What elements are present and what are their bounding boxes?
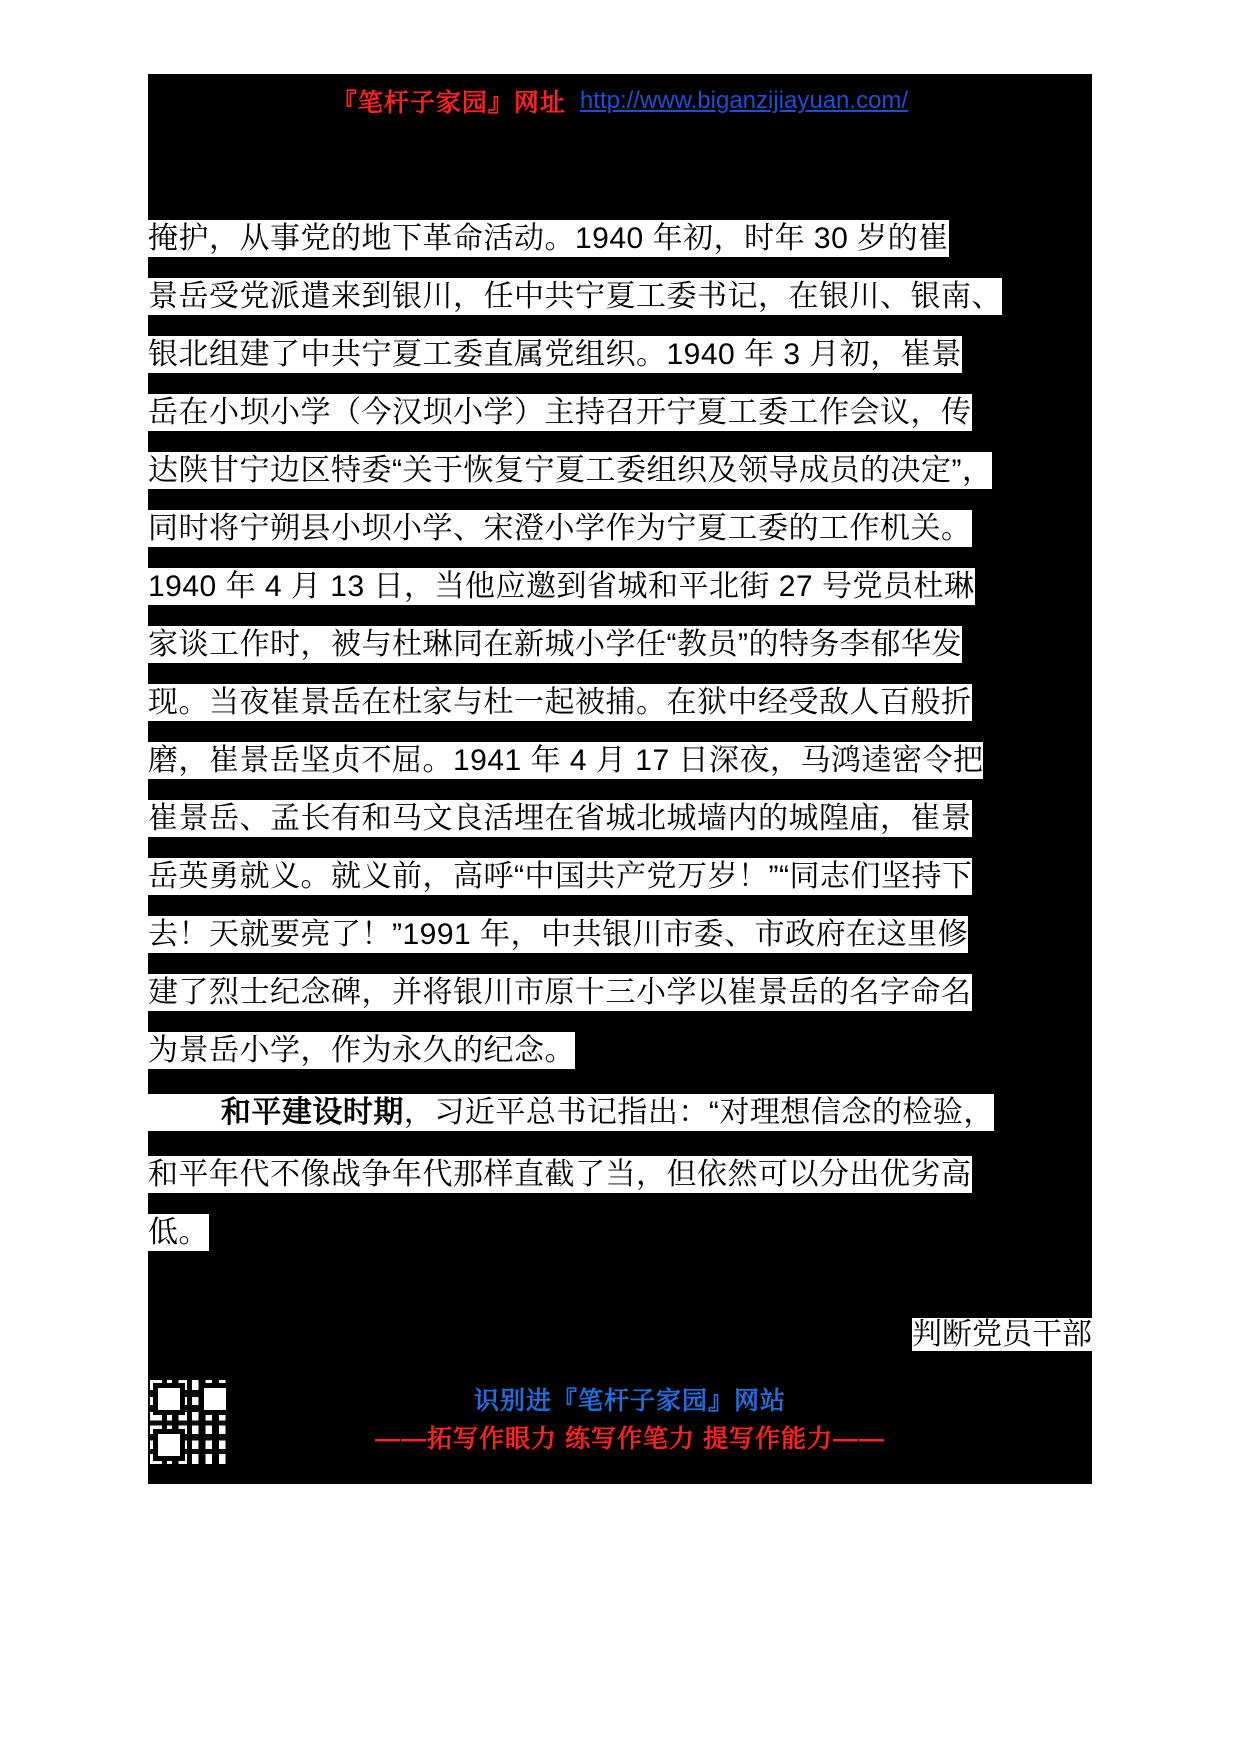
footer-text-block: [250, 1382, 1010, 1458]
text-run: 掩护，从事党的地下革命活动。1940 年初，时年 30 岁的崔: [148, 222, 949, 255]
text-line: [148, 906, 1092, 964]
footer-slogan-label: ——拓写作眼力 练写作笔力 提写作能力——: [375, 1425, 885, 1453]
text-line: [148, 1022, 1092, 1080]
document-text-block: [148, 210, 1092, 1262]
text-run: 建了烈士纪念碑，并将银川市原十三小学以崔景岳的名字命名: [148, 976, 972, 1009]
text-run: 家谈工作时，被与杜琳同在新城小学任“教员”的特务李郁华发: [148, 628, 962, 661]
text-line: [148, 210, 1092, 268]
text-run: 同时将宁朔县小坝小学、宋澄小学作为宁夏工委的工作机关。: [148, 512, 972, 545]
text-run: 为景岳小学，作为永久的纪念。: [148, 1034, 575, 1067]
text-run: 低。: [148, 1216, 209, 1249]
text-run: ，习近平总书记指出：“对理想信念的检验，: [403, 1096, 994, 1129]
text-line: [148, 674, 1092, 732]
site-name-label: 『笔杆子家园』网址: [331, 89, 566, 117]
text-line: [148, 326, 1092, 384]
text-run: 磨，崔景岳坚贞不屈。1941 年 4 月 17 日深夜，马鸿逵密令把: [148, 744, 984, 777]
text-run: 现。当夜崔景岳在杜家与杜一起被捕。在狱中经受敌人百般折: [148, 686, 972, 719]
text-line: [148, 790, 1092, 848]
text-line: [148, 268, 1092, 326]
text-line: [148, 1080, 1092, 1146]
text-run: 银北组建了中共宁夏工委直属党组织。1940 年 3 月初，崔景: [148, 338, 962, 371]
text-run: 岳英勇就义。就义前，高呼“中国共产党万岁！”“同志们坚持下: [148, 860, 973, 893]
qr-eye-top-right: [199, 1383, 231, 1415]
qr-code-icon[interactable]: [150, 1380, 234, 1464]
text-line: [148, 1204, 1092, 1262]
text-line: [148, 384, 1092, 442]
site-url-link[interactable]: http://www.biganzijiayuan.com/: [579, 87, 909, 114]
text-run: 去！天就要亮了！”1991 年，中共银川市委、市政府在这里修: [148, 918, 969, 951]
text-run: 岳在小坝小学（今汉坝小学）主持召开宁夏工委工作会议，传: [148, 396, 972, 429]
text-line: [148, 558, 1092, 616]
text-line: [148, 732, 1092, 790]
text-run: 1940 年 4 月 13 日，当他应邀到省城和平北街 27 号党员杜琳: [148, 570, 975, 603]
footer-primary-label: 识别进『笔杆子家园』网站: [473, 1387, 786, 1415]
document-header: [148, 80, 1092, 122]
text-line: [148, 616, 1092, 674]
paragraph-lead-bold: 和平建设时期: [220, 1096, 404, 1129]
text-run: 判断党员干部: [912, 1318, 1092, 1351]
qr-eye-top-left: [153, 1383, 185, 1415]
text-line: [148, 442, 1092, 500]
text-run: 和平年代不像战争年代那样直截了当，但依然可以分出优劣高: [148, 1158, 972, 1191]
trailing-text-line: [148, 1310, 1092, 1360]
text-run: 景岳受党派遣来到银川，任中共宁夏工委书记，在银川、银南、: [148, 280, 1002, 313]
text-run: 达陕甘宁边区特委“关于恢复宁夏工委组织及领导成员的决定”，: [148, 454, 993, 487]
paragraph-indent: [148, 1094, 221, 1131]
text-line: [148, 1146, 1092, 1204]
qr-eye-bottom-left: [153, 1429, 185, 1461]
text-run: 崔景岳、孟长有和马文良活埋在省城北城墙内的城隍庙，崔景: [148, 802, 972, 835]
text-line: [148, 964, 1092, 1022]
text-line: [148, 500, 1092, 558]
text-line: [148, 848, 1092, 906]
